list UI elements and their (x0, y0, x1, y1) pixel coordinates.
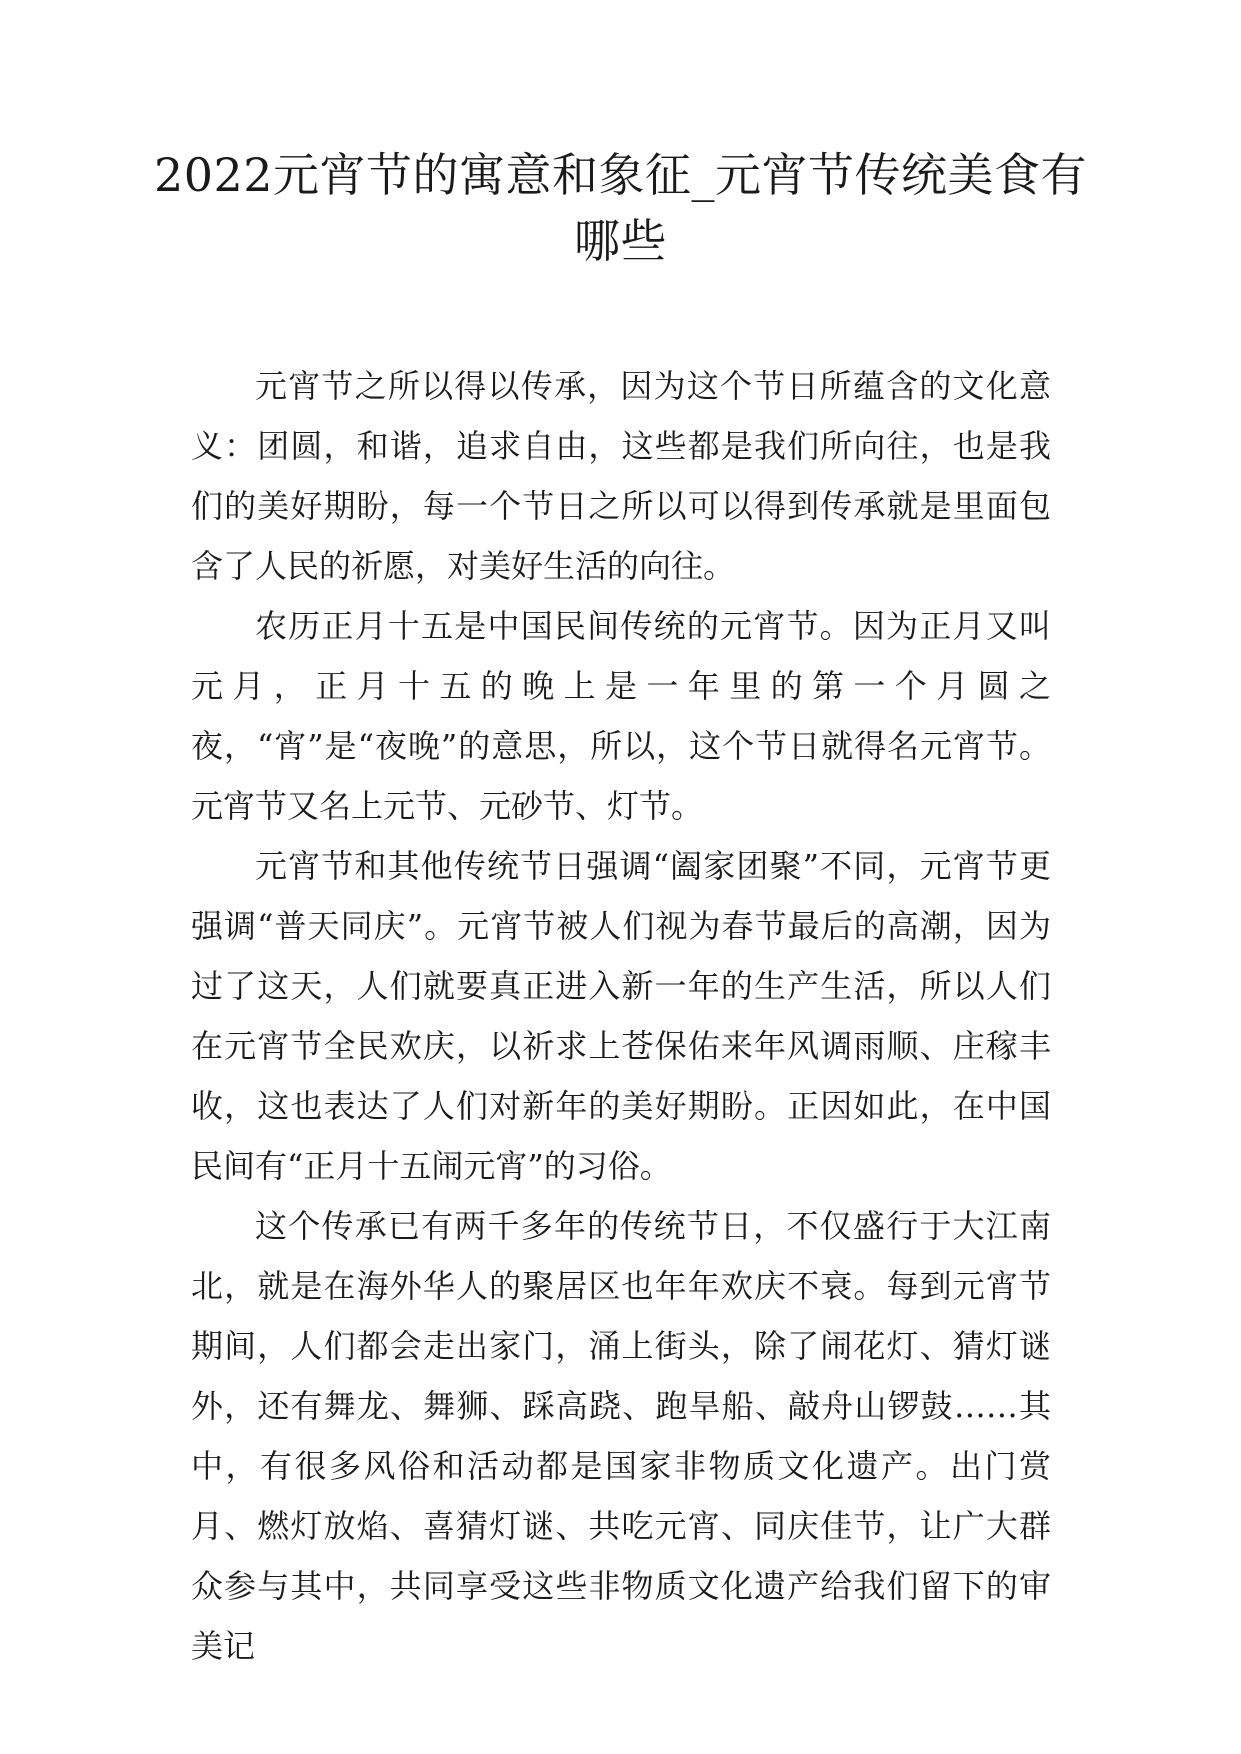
paragraph-2: 农历正月十五是中国民间传统的元宵节。因为正月又叫元月，正月十五的晚上是一年里的第一个月圆之夜，“宵”是“夜晚”的意思，所以，这个节日就得名元宵节。元宵节又名上元节、元砂节、灯节。 (191, 607, 1051, 825)
document-title: 2022元宵节的寓意和象征_元宵节传统美食有哪些 (153, 148, 1088, 268)
paragraph-1: 元宵节之所以得以传承，因为这个节日所蕴含的文化意义：团圆，和谐，追求自由，这些都是我们所向往，也是我们的美好期盼，每一个节日之所以可以得到传承就是里面包含了人民的祈愿，对美好生活的向往。 (191, 367, 1051, 585)
paragraph-4: 这个传承已有两千多年的传统节日，不仅盛行于大江南北，就是在海外华人的聚居区也年年欢庆不衰。每到元宵节期间，人们都会走出家门，涌上街头，除了闹花灯、猜灯谜外，还有舞龙、舞狮、踩高跷、跑旱船、敲舟山锣鼓……其中，有很多风俗和活动都是国家非物质文化遗产。出门赏月、燃灯放焰、喜猜灯谜、共吃元宵、同庆佳节，让广大群众参与其中，共同享受这些非物质文化遗产给我们留下的审美记 (191, 1207, 1051, 1665)
paragraph-3: 元宵节和其他传统节日强调“阖家团聚”不同，元宵节更强调“普天同庆”。元宵节被人们视为春节最后的高潮，因为过了这天，人们就要真正进入新一年的生产生活，所以人们在元宵节全民欢庆，以祈求上苍保佑来年风调雨顺、庄稼丰收，这也表达了人们对新年的美好期盼。正因如此，在中国民间有“正月十五闹元宵”的习俗。 (191, 847, 1051, 1185)
document-body (191, 356, 1051, 1676)
